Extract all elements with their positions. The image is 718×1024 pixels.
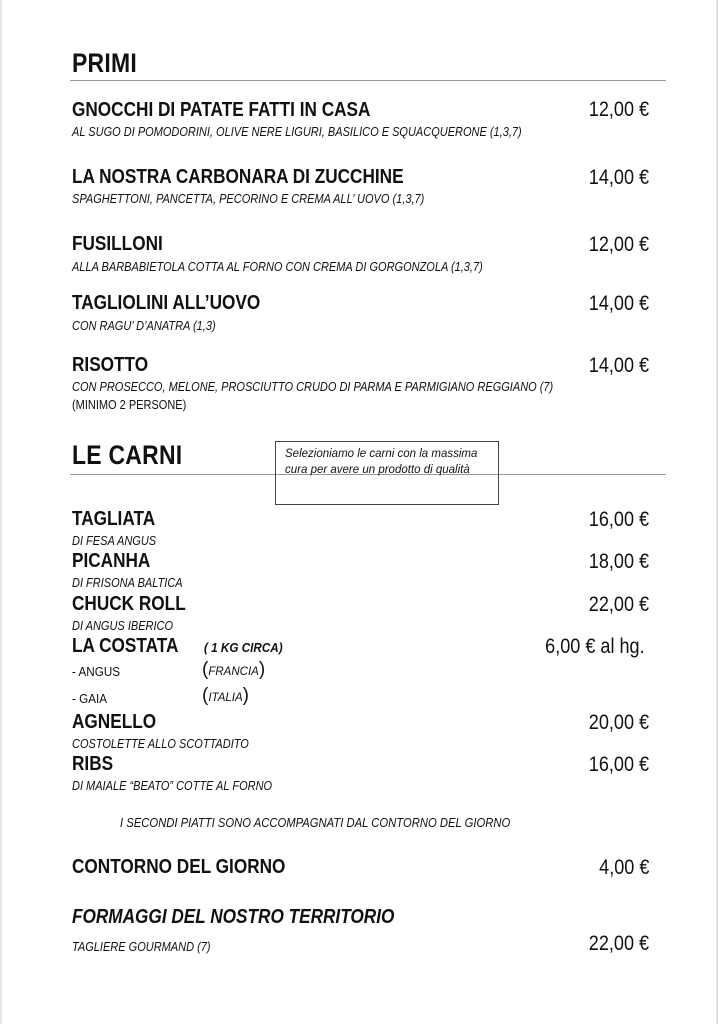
costata-option-origin: (ITALIA) (202, 685, 249, 706)
quality-note-line: Selezioniamo le carni con la massima (285, 448, 478, 460)
dish-description: TAGLIERE GOURMAND (7) (72, 940, 211, 954)
section-title-carni: LE CARNI (72, 440, 183, 470)
dish-price: 6,00 € al hg. (545, 635, 645, 658)
dish-description: COSTOLETTE ALLO SCOTTADITO (72, 737, 249, 751)
dish-price: 12,00 € (588, 98, 649, 121)
dish-name: FUSILLONI (72, 233, 163, 255)
dish-weight-note: ( 1 KG CIRCA) (204, 640, 283, 655)
dish-name: AGNELLO (72, 711, 157, 733)
dish-description: DI MAIALE “BEATO” COTTE AL FORNO (72, 779, 273, 793)
dish-name: LA NOSTRA CARBONARA DI ZUCCHINE (72, 166, 404, 188)
dish-price: 14,00 € (588, 166, 649, 189)
costata-option-label: - GAIA (72, 691, 108, 706)
dish-price: 22,00 € (588, 593, 649, 616)
formaggi-title: FORMAGGI DEL NOSTRO TERRITORIO (72, 906, 395, 928)
origin-text: FRANCIA (208, 666, 259, 678)
costata-option-label: - ANGUS (72, 664, 121, 679)
dish-price: 18,00 € (588, 550, 649, 573)
dish-name: GNOCCHI DI PATATE FATTI IN CASA (72, 99, 371, 121)
section-divider (70, 80, 666, 81)
dish-price: 20,00 € (588, 711, 649, 734)
dish-name: CHUCK ROLL (72, 593, 186, 615)
quality-note-line: cura per avere un prodotto di qualità (285, 464, 470, 476)
dish-price: 16,00 € (588, 753, 649, 776)
dish-name: CONTORNO DEL GIORNO (72, 856, 286, 878)
dish-extra-note: (MINIMO 2 PERSONE) (72, 398, 187, 412)
quality-note-box (275, 441, 499, 505)
dish-description: DI ANGUS IBERICO (72, 619, 174, 633)
dish-price: 14,00 € (588, 354, 649, 377)
dish-name: RISOTTO (72, 354, 149, 376)
dish-price: 4,00 € (598, 856, 649, 879)
dish-description: CON PROSECCO, MELONE, PROSCIUTTO CRUDO DI PARMA E PARMIGIANO REGGIANO (7) (72, 380, 554, 394)
dish-description: ALLA BARBABIETOLA COTTA AL FORNO CON CREMA DI GORGONZOLA (1,3,7) (72, 260, 483, 274)
dish-name: TAGLIOLINI ALL’UOVO (72, 292, 261, 314)
dish-price: 22,00 € (588, 932, 649, 955)
dish-description: DI FRISONA BALTICA (72, 576, 183, 590)
dish-description: SPAGHETTONI, PANCETTA, PECORINO E CREMA ALL’ UOVO (1,3,7) (72, 192, 425, 206)
dish-description: DI FESA ANGUS (72, 534, 157, 548)
dish-price: 14,00 € (588, 292, 649, 315)
costata-option-origin: (FRANCIA) (202, 659, 266, 680)
side-dish-footnote: I SECONDI PIATTI SONO ACCOMPAGNATI DAL CONTORNO DEL GIORNO (120, 816, 511, 830)
dish-price: 12,00 € (588, 233, 649, 256)
dish-description: AL SUGO DI POMODORINI, OLIVE NERE LIGURI, BASILICO E SQUACQUERONE (1,3,7) (72, 125, 522, 139)
dish-name: TAGLIATA (72, 508, 156, 530)
dish-name: RIBS (72, 753, 114, 775)
dish-name: LA COSTATA (72, 635, 179, 657)
section-title-primi: PRIMI (72, 48, 138, 78)
dish-name: PICANHA (72, 550, 151, 572)
origin-text: ITALIA (208, 692, 243, 704)
dish-price: 16,00 € (588, 508, 649, 531)
dish-description: CON RAGU’ D’ANATRA (1,3) (72, 319, 216, 333)
